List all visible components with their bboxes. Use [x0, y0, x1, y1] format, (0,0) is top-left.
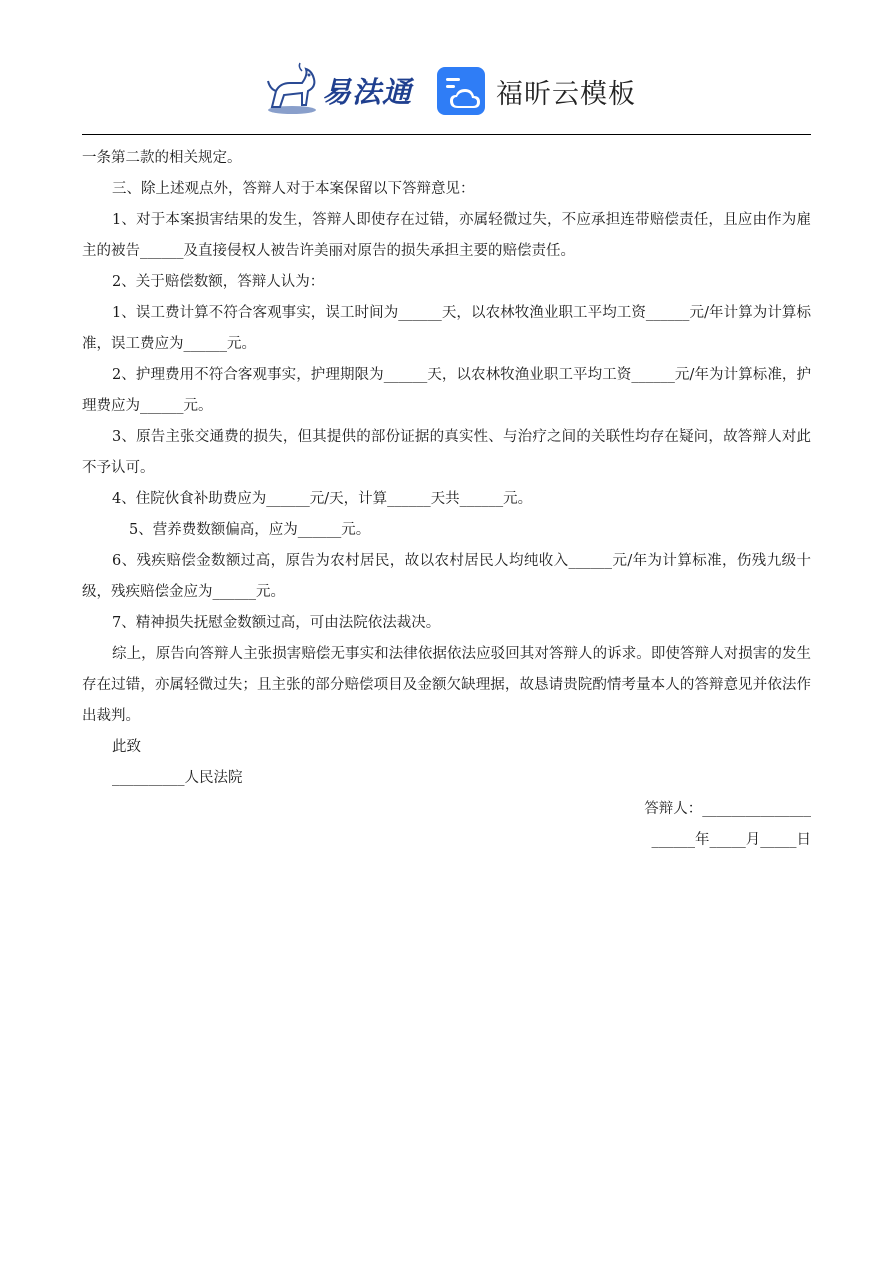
- date-line: ______年_____月_____日: [651, 832, 811, 848]
- paragraph: 综上，原告向答辩人主张损害赔偿无事实和法律依据依法应驳回其对答辩人的诉求。即使答辩人对损害的发生存在过错，亦属轻微过失；且主张的部分赔偿项目及金额欠缺理据，故恳请贵院酌情考量本人的答辩意见并依法作出裁判。: [82, 646, 811, 724]
- paragraph: 6、残疾赔偿金数额过高，原告为农村居民，故以农村居民人均纯收入______元/年为计算标准，伤残九级十级，残疾赔偿金应为______元。: [82, 553, 811, 600]
- yifatong-logo: [262, 60, 412, 120]
- paragraph: 1、误工费计算不符合客观事实，误工时间为______天，以农林牧渔业职工平均工资______元/年计算为计算标准，误工费应为______元。: [82, 305, 811, 352]
- paragraph: 7、精神损失抚慰金数额过高，可由法院依法裁决。: [112, 615, 441, 631]
- foxit-logo-text: 福昕云模板: [496, 78, 636, 110]
- cloud-document-icon: [436, 66, 486, 116]
- paragraph: 5、营养费数额偏高，应为______元。: [129, 522, 371, 538]
- paragraph: 1、对于本案损害结果的发生，答辩人即使存在过错，亦属轻微过失，不应承担连带赔偿责任，且应由作为雇主的被告______及直接侵权人被告许美丽对原告的损失承担主要的赔偿责任。: [82, 212, 811, 259]
- foxit-cloud-template-logo: [436, 64, 636, 118]
- respondent-signature-line: 答辩人：_______________: [644, 801, 811, 817]
- salutation: 此致: [112, 739, 141, 755]
- header-divider: [82, 134, 811, 135]
- yifatong-logo-text: 易法通: [322, 74, 413, 109]
- paragraph: 一条第二款的相关规定。: [82, 150, 242, 166]
- court-addressee: __________人民法院: [112, 770, 243, 786]
- document-header: [0, 0, 893, 135]
- paragraph: 三、除上述观点外，答辩人对于本案保留以下答辩意见：: [112, 181, 475, 197]
- paragraph: 2、护理费用不符合客观事实，护理期限为______天，以农林牧渔业职工平均工资______元/年为计算标准，护理费应为______元。: [82, 367, 811, 414]
- document-body: [82, 143, 811, 856]
- horse-icon: [262, 61, 320, 119]
- paragraph: 3、原告主张交通费的损失，但其提供的部份证据的真实性、与治疗之间的关联性均存在疑问，故答辩人对此不予认可。: [82, 429, 811, 476]
- paragraph: 4、住院伙食补助费应为______元/天，计算______天共______元。: [112, 491, 533, 507]
- paragraph: 2、关于赔偿数额，答辩人认为：: [112, 274, 325, 290]
